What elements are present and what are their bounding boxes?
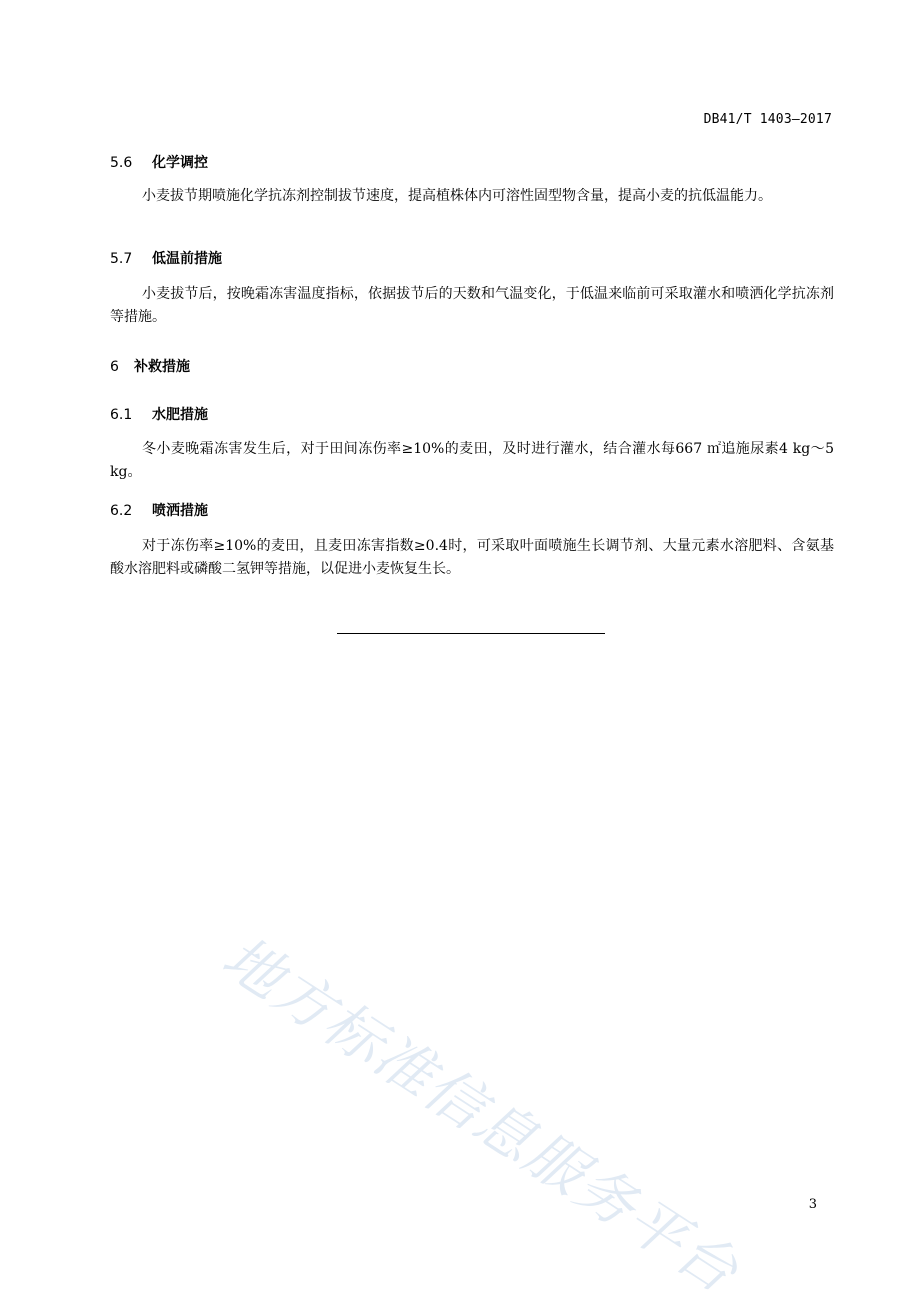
section-6-2-body: 对于冻伤率≥10%的麦田，且麦田冻害指数≥0.4时，可采取叶面喷施生长调节剂、大量元素水溶肥料、含氨基酸水溶肥料或磷酸二氢钾等措施，以促进小麦恢复生长。 (110, 538, 834, 577)
section-6-heading (110, 356, 190, 376)
section-5-6-body: 小麦拔节期喷施化学抗冻剂控制拔节速度，提高植株体内可溶性固型物含量，提高小麦的抗低温能力。 (142, 188, 772, 204)
section-number: 5.7 (110, 251, 133, 267)
section-5-7-body: 小麦拔节后，按晚霜冻害温度指标，依据拔节后的天数和气温变化，于低温来临前可采取灌水和喷洒化学抗冻剂等措施。 (110, 286, 834, 325)
watermark: 地方标准信息服务平台 (210, 922, 752, 1307)
section-title: 喷洒措施 (152, 503, 208, 519)
section-number: 6.2 (110, 503, 133, 519)
end-rule (337, 633, 605, 634)
section-title: 补救措施 (134, 359, 190, 375)
section-number: 6 (110, 359, 119, 375)
section-number: 6.1 (110, 407, 133, 423)
document-number: DB41/T 1403—2017 (703, 112, 832, 127)
section-number: 5.6 (110, 155, 133, 171)
section-title: 化学调控 (152, 155, 208, 171)
section-6-2-heading (110, 500, 208, 520)
section-6-1-body: 冬小麦晚霜冻害发生后，对于田间冻伤率≥10%的麦田，及时进行灌水，结合灌水每667 ㎡追施尿素4 kg～5 kg。 (110, 441, 834, 480)
section-title: 低温前措施 (152, 251, 222, 267)
section-5-7-heading (110, 248, 222, 268)
page-number: 3 (808, 1197, 817, 1212)
section-6-1-heading (110, 404, 208, 424)
section-5-6-heading (110, 152, 208, 172)
section-title: 水肥措施 (152, 407, 208, 423)
